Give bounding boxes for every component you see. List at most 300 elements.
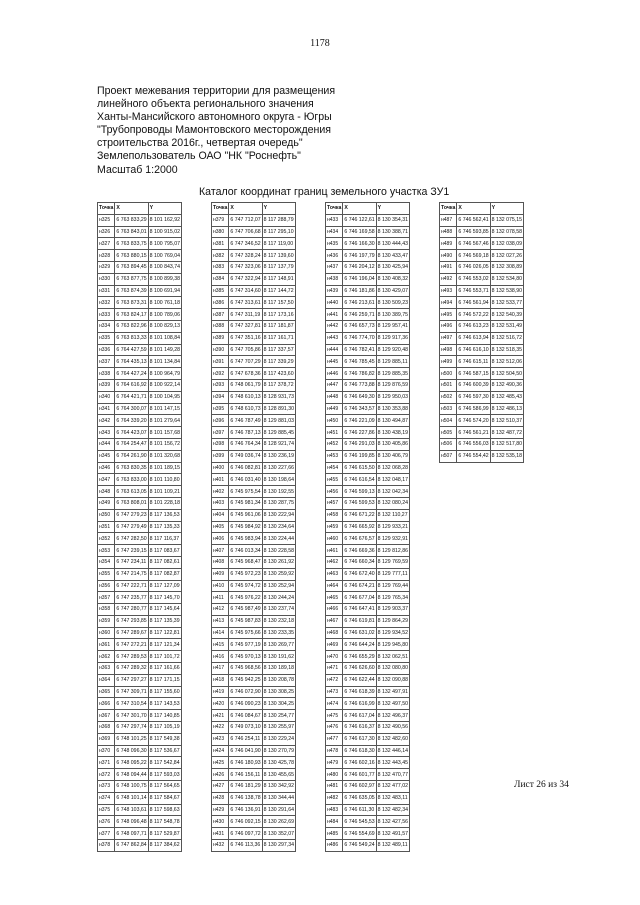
table-row [98, 568, 182, 580]
y-cell: 8 130 389,75 [376, 309, 409, 321]
y-cell: 8 130 229,24 [262, 733, 295, 745]
point-cell: н383 [212, 261, 229, 273]
table-row [98, 733, 182, 745]
y-cell: 8 132 090,88 [376, 674, 409, 686]
point-cell: н428 [212, 792, 229, 804]
x-cell: 6 746 199,85 [343, 450, 376, 462]
x-cell: 6 764 435,13 [115, 356, 148, 368]
point-cell: н492 [440, 273, 457, 285]
coordinate-table [97, 202, 182, 852]
point-cell: н494 [440, 297, 457, 309]
y-cell: 8 117 105,19 [148, 722, 181, 734]
x-cell: 6 748 101,25 [115, 733, 148, 745]
table-row [98, 592, 182, 604]
x-cell: 6 764 254,47 [115, 438, 148, 450]
table-row [326, 285, 410, 297]
y-cell: 8 117 101,72 [148, 651, 181, 663]
point-cell: н466 [326, 604, 343, 616]
table-row [326, 663, 410, 675]
y-cell: 8 117 139,60 [262, 250, 295, 262]
point-cell: н437 [326, 261, 343, 273]
x-cell: 6 746 090,23 [229, 698, 262, 710]
y-cell: 8 129 769,59 [376, 556, 409, 568]
point-cell: н427 [212, 781, 229, 793]
table-row [212, 332, 296, 344]
table-row [212, 816, 296, 828]
point-cell: н340 [98, 391, 115, 403]
table-row [98, 285, 182, 297]
x-cell: 6 746 136,91 [229, 804, 262, 816]
table-row [326, 580, 410, 592]
point-cell: н446 [326, 368, 343, 380]
y-cell: 8 129 917,36 [376, 332, 409, 344]
table-row [326, 497, 410, 509]
point-cell: н424 [212, 745, 229, 757]
x-cell: 6 746 618,39 [343, 686, 376, 698]
point-cell: н451 [326, 427, 343, 439]
y-cell: 8 117 082,61 [148, 556, 181, 568]
header-line: "Трубопроводы Мамонтовского месторождения [97, 124, 332, 137]
y-cell: 8 117 127,09 [148, 580, 181, 592]
point-cell: н407 [212, 545, 229, 557]
x-cell: 6 746 600,39 [457, 379, 490, 391]
x-cell: 6 746 041,90 [229, 745, 262, 757]
x-cell: 6 746 597,30 [457, 391, 490, 403]
table-row [212, 450, 296, 462]
point-cell: н453 [326, 450, 343, 462]
x-cell: 6 746 082,81 [229, 462, 262, 474]
point-cell: н420 [212, 698, 229, 710]
x-cell: 6 747 862,84 [115, 840, 148, 852]
x-cell: 6 764 261,90 [115, 450, 148, 462]
y-cell: 8 130 255,97 [262, 722, 295, 734]
y-cell: 8 130 408,32 [376, 273, 409, 285]
table-row [440, 415, 524, 427]
point-cell: н343 [98, 427, 115, 439]
point-cell: н441 [326, 309, 343, 321]
table-row [326, 427, 410, 439]
point-cell: н479 [326, 757, 343, 769]
point-cell: н455 [326, 474, 343, 486]
point-cell: н460 [326, 533, 343, 545]
y-cell: 8 117 598,63 [148, 804, 181, 816]
x-cell: 6 748 610,13 [229, 391, 262, 403]
y-cell: 8 130 191,62 [262, 651, 295, 663]
point-cell: н439 [326, 285, 343, 297]
point-cell: н357 [98, 592, 115, 604]
point-cell: н425 [212, 757, 229, 769]
table-row [212, 710, 296, 722]
x-cell: 6 746 785,45 [343, 356, 376, 368]
table-row [326, 722, 410, 734]
point-cell: н388 [212, 320, 229, 332]
point-cell: н339 [98, 379, 115, 391]
table-row [98, 686, 182, 698]
table-row [98, 698, 182, 710]
x-cell: 6 748 610,73 [229, 403, 262, 415]
table-row [212, 214, 296, 226]
point-cell: н364 [98, 674, 115, 686]
y-cell: 8 100 899,38 [148, 273, 181, 285]
y-cell: 8 117 549,38 [148, 733, 181, 745]
point-cell: н384 [212, 273, 229, 285]
y-cell: 8 101 134,84 [148, 356, 181, 368]
x-cell: 6 746 343,57 [343, 403, 376, 415]
point-cell: н493 [440, 285, 457, 297]
table-row [212, 368, 296, 380]
point-cell: н367 [98, 710, 115, 722]
table-row [98, 556, 182, 568]
x-cell: 6 746 291,03 [343, 438, 376, 450]
table-row [326, 639, 410, 651]
point-cell: н356 [98, 580, 115, 592]
y-cell: 8 132 533,77 [490, 297, 523, 309]
x-cell: 6 745 975,54 [229, 486, 262, 498]
x-cell: 6 747 323,06 [229, 261, 262, 273]
point-cell: н344 [98, 438, 115, 450]
x-cell: 6 748 096,48 [115, 816, 148, 828]
table-row [326, 356, 410, 368]
y-cell: 8 132 535,18 [490, 450, 523, 462]
table-row [212, 273, 296, 285]
x-cell: 6 746 626,60 [343, 663, 376, 675]
x-cell: 6 746 782,41 [343, 344, 376, 356]
x-cell: 6 763 894,45 [115, 261, 148, 273]
point-cell: н489 [440, 238, 457, 250]
point-cell: н366 [98, 698, 115, 710]
point-cell: н473 [326, 686, 343, 698]
table-row [212, 521, 296, 533]
point-cell: н440 [326, 297, 343, 309]
table-row [98, 344, 182, 356]
y-cell: 8 129 777,11 [376, 568, 409, 580]
point-cell: н403 [212, 497, 229, 509]
point-cell: н454 [326, 462, 343, 474]
table-row [98, 781, 182, 793]
point-cell: н411 [212, 592, 229, 604]
x-cell: 6 746 676,57 [343, 533, 376, 545]
table-row [212, 627, 296, 639]
table-row [212, 379, 296, 391]
table-row [326, 615, 410, 627]
x-cell: 6 746 553,02 [457, 273, 490, 285]
y-cell: 8 132 427,56 [376, 816, 409, 828]
y-cell: 8 129 885,11 [376, 356, 409, 368]
page-number: 1178 [310, 38, 330, 49]
point-cell: н405 [212, 521, 229, 533]
y-cell: 8 128 921,74 [262, 438, 295, 450]
table-row [212, 745, 296, 757]
y-cell: 8 130 455,65 [262, 769, 295, 781]
y-cell: 8 130 344,44 [262, 792, 295, 804]
x-cell: 6 746 181,29 [229, 781, 262, 793]
point-cell: н438 [326, 273, 343, 285]
x-cell: 6 747 313,61 [229, 297, 262, 309]
table-row [98, 486, 182, 498]
table-row [98, 403, 182, 415]
table-row [98, 332, 182, 344]
point-cell: н429 [212, 804, 229, 816]
table-row [326, 710, 410, 722]
point-cell: н476 [326, 722, 343, 734]
coordinate-table [439, 202, 524, 463]
header-x: X [115, 203, 148, 215]
y-cell: 8 117 135,33 [148, 521, 181, 533]
document-header [97, 85, 397, 177]
x-cell: 6 746 613,94 [457, 332, 490, 344]
x-cell: 6 764 421,71 [115, 391, 148, 403]
y-cell: 8 130 438,19 [376, 427, 409, 439]
point-cell: н370 [98, 745, 115, 757]
point-cell: н350 [98, 509, 115, 521]
x-cell: 6 763 843,01 [115, 226, 148, 238]
table-row [326, 250, 410, 262]
table-row [440, 285, 524, 297]
x-cell: 6 746 773,88 [343, 379, 376, 391]
y-cell: 8 130 227,66 [262, 462, 295, 474]
point-cell: н365 [98, 686, 115, 698]
table-row [98, 627, 182, 639]
y-cell: 8 129 812,86 [376, 545, 409, 557]
x-cell: 6 746 617,04 [343, 710, 376, 722]
y-cell: 8 117 564,65 [148, 781, 181, 793]
header-point: Точка [326, 203, 343, 215]
y-cell: 8 101 147,15 [148, 403, 181, 415]
y-cell: 8 130 297,34 [262, 840, 295, 852]
table-row [440, 344, 524, 356]
y-cell: 8 101 320,68 [148, 450, 181, 462]
table-row [326, 840, 410, 852]
table-row [326, 238, 410, 250]
point-cell: н374 [98, 792, 115, 804]
y-cell: 8 132 080,24 [376, 497, 409, 509]
table-row [98, 804, 182, 816]
x-cell: 6 746 611,30 [343, 804, 376, 816]
point-cell: н375 [98, 804, 115, 816]
point-cell: н378 [98, 840, 115, 852]
point-cell: н397 [212, 427, 229, 439]
y-cell: 8 130 222,94 [262, 509, 295, 521]
y-cell: 8 101 189,15 [148, 462, 181, 474]
point-cell: н400 [212, 462, 229, 474]
table-row [98, 639, 182, 651]
y-cell: 8 129 903,37 [376, 604, 409, 616]
y-cell: 8 100 843,74 [148, 261, 181, 273]
point-cell: н382 [212, 250, 229, 262]
y-cell: 8 129 769,44 [376, 580, 409, 592]
y-cell: 8 129 765,34 [376, 592, 409, 604]
table-row [98, 769, 182, 781]
table-row [98, 745, 182, 757]
y-cell: 8 132 510,37 [490, 415, 523, 427]
table-row [212, 556, 296, 568]
point-cell: н491 [440, 261, 457, 273]
x-cell: 6 746 618,30 [343, 745, 376, 757]
y-cell: 8 100 915,02 [148, 226, 181, 238]
y-cell: 8 130 192,55 [262, 486, 295, 498]
x-cell: 6 747 314,60 [229, 285, 262, 297]
y-cell: 8 132 487,72 [490, 427, 523, 439]
y-cell: 8 117 181,87 [262, 320, 295, 332]
x-cell: 6 746 156,11 [229, 769, 262, 781]
point-cell: н412 [212, 604, 229, 616]
point-cell: н372 [98, 769, 115, 781]
table-row [326, 604, 410, 616]
x-cell: 6 746 166,30 [343, 238, 376, 250]
point-cell: н406 [212, 533, 229, 545]
x-cell: 6 746 660,34 [343, 556, 376, 568]
x-cell: 6 746 072,90 [229, 686, 262, 698]
y-cell: 8 130 352,07 [262, 828, 295, 840]
table-row [212, 509, 296, 521]
x-cell: 6 746 169,58 [343, 226, 376, 238]
point-cell: н346 [98, 462, 115, 474]
x-cell: 6 748 094,44 [115, 769, 148, 781]
x-cell: 6 747 280,77 [115, 604, 148, 616]
y-cell: 8 100 922,14 [148, 379, 181, 391]
point-cell: н448 [326, 391, 343, 403]
sheet-footer: Лист 26 из 34 [514, 780, 569, 790]
table-row [212, 462, 296, 474]
y-cell: 8 101 109,21 [148, 486, 181, 498]
table-row [98, 663, 182, 675]
x-cell: 6 746 635,05 [343, 792, 376, 804]
header-line: Масштаб 1:2000 [97, 163, 178, 176]
point-cell: н418 [212, 674, 229, 686]
y-cell: 8 117 082,87 [148, 568, 181, 580]
y-cell: 8 132 075,15 [490, 214, 523, 226]
x-cell: 6 746 616,10 [457, 344, 490, 356]
y-cell: 8 130 388,71 [376, 226, 409, 238]
y-cell: 8 132 490,56 [376, 722, 409, 734]
header-x: X [457, 203, 490, 215]
table-row [212, 615, 296, 627]
y-cell: 8 117 548,78 [148, 816, 181, 828]
point-cell: н423 [212, 733, 229, 745]
x-cell: 6 763 880,15 [115, 250, 148, 262]
table-row [98, 427, 182, 439]
x-cell: 6 746 616,54 [343, 474, 376, 486]
x-cell: 6 747 712,07 [229, 214, 262, 226]
x-cell: 6 745 974,72 [229, 580, 262, 592]
x-cell: 6 749 036,74 [229, 450, 262, 462]
table-row [98, 840, 182, 852]
table-row [212, 261, 296, 273]
table-row [326, 309, 410, 321]
table-row [440, 391, 524, 403]
point-cell: н430 [212, 816, 229, 828]
table-row [326, 368, 410, 380]
table-row [98, 250, 182, 262]
point-cell: н419 [212, 686, 229, 698]
x-cell: 6 746 665,92 [343, 521, 376, 533]
x-cell: 6 746 764,34 [229, 438, 262, 450]
x-cell: 6 763 613,05 [115, 486, 148, 498]
table-row [212, 238, 296, 250]
point-cell: н426 [212, 769, 229, 781]
point-cell: н450 [326, 415, 343, 427]
point-cell: н409 [212, 568, 229, 580]
point-cell: н345 [98, 450, 115, 462]
table-row [440, 261, 524, 273]
y-cell: 8 130 494,87 [376, 415, 409, 427]
point-cell: н414 [212, 627, 229, 639]
point-cell: н480 [326, 769, 343, 781]
x-cell: 6 745 968,47 [229, 556, 262, 568]
x-cell: 6 764 616,92 [115, 379, 148, 391]
y-cell: 8 117 145,64 [148, 604, 181, 616]
x-cell: 6 746 649,30 [343, 391, 376, 403]
header-y: Y [490, 203, 523, 215]
table-row [212, 250, 296, 262]
x-cell: 6 764 427,59 [115, 344, 148, 356]
point-cell: н487 [440, 214, 457, 226]
point-cell: н485 [326, 828, 343, 840]
table-row [326, 214, 410, 226]
point-cell: н325 [98, 214, 115, 226]
point-cell: н371 [98, 757, 115, 769]
table-row [98, 710, 182, 722]
y-cell: 8 100 769,04 [148, 250, 181, 262]
point-cell: н337 [98, 356, 115, 368]
table-row [326, 462, 410, 474]
x-cell: 6 746 616,99 [343, 698, 376, 710]
table-row [98, 604, 182, 616]
y-cell: 8 132 048,17 [376, 474, 409, 486]
x-cell: 6 749 073,10 [229, 722, 262, 734]
y-cell: 8 130 237,74 [262, 604, 295, 616]
y-cell: 8 130 269,77 [262, 639, 295, 651]
table-row [98, 238, 182, 250]
x-cell: 6 746 619,81 [343, 615, 376, 627]
table-row [326, 415, 410, 427]
table-row [98, 533, 182, 545]
table-row [212, 828, 296, 840]
point-cell: н495 [440, 309, 457, 321]
table-row [440, 238, 524, 250]
y-cell: 8 132 534,80 [490, 273, 523, 285]
y-cell: 8 117 337,57 [262, 344, 295, 356]
y-cell: 8 130 425,94 [376, 261, 409, 273]
point-cell: н458 [326, 509, 343, 521]
table-row [212, 415, 296, 427]
y-cell: 8 132 496,37 [376, 710, 409, 722]
header-x: X [343, 203, 376, 215]
table-row [98, 450, 182, 462]
y-cell: 8 132 486,13 [490, 403, 523, 415]
x-cell: 6 746 647,41 [343, 604, 376, 616]
x-cell: 6 747 297,74 [115, 722, 148, 734]
x-cell: 6 745 981,34 [229, 497, 262, 509]
y-cell: 8 132 110,27 [376, 509, 409, 521]
point-cell: н500 [440, 368, 457, 380]
table-row [98, 722, 182, 734]
y-cell: 8 130 259,92 [262, 568, 295, 580]
point-cell: н505 [440, 427, 457, 439]
y-cell: 8 130 429,07 [376, 285, 409, 297]
y-cell: 8 117 083,67 [148, 545, 181, 557]
point-cell: н456 [326, 486, 343, 498]
table-row [326, 674, 410, 686]
header-line: линейного объекта регионального значения [97, 98, 314, 111]
table-row [326, 545, 410, 557]
point-cell: н396 [212, 415, 229, 427]
y-cell: 8 132 491,57 [376, 828, 409, 840]
x-cell: 6 748 101,14 [115, 792, 148, 804]
y-cell: 8 130 236,19 [262, 450, 295, 462]
x-cell: 6 745 942,25 [229, 674, 262, 686]
table-row [440, 403, 524, 415]
